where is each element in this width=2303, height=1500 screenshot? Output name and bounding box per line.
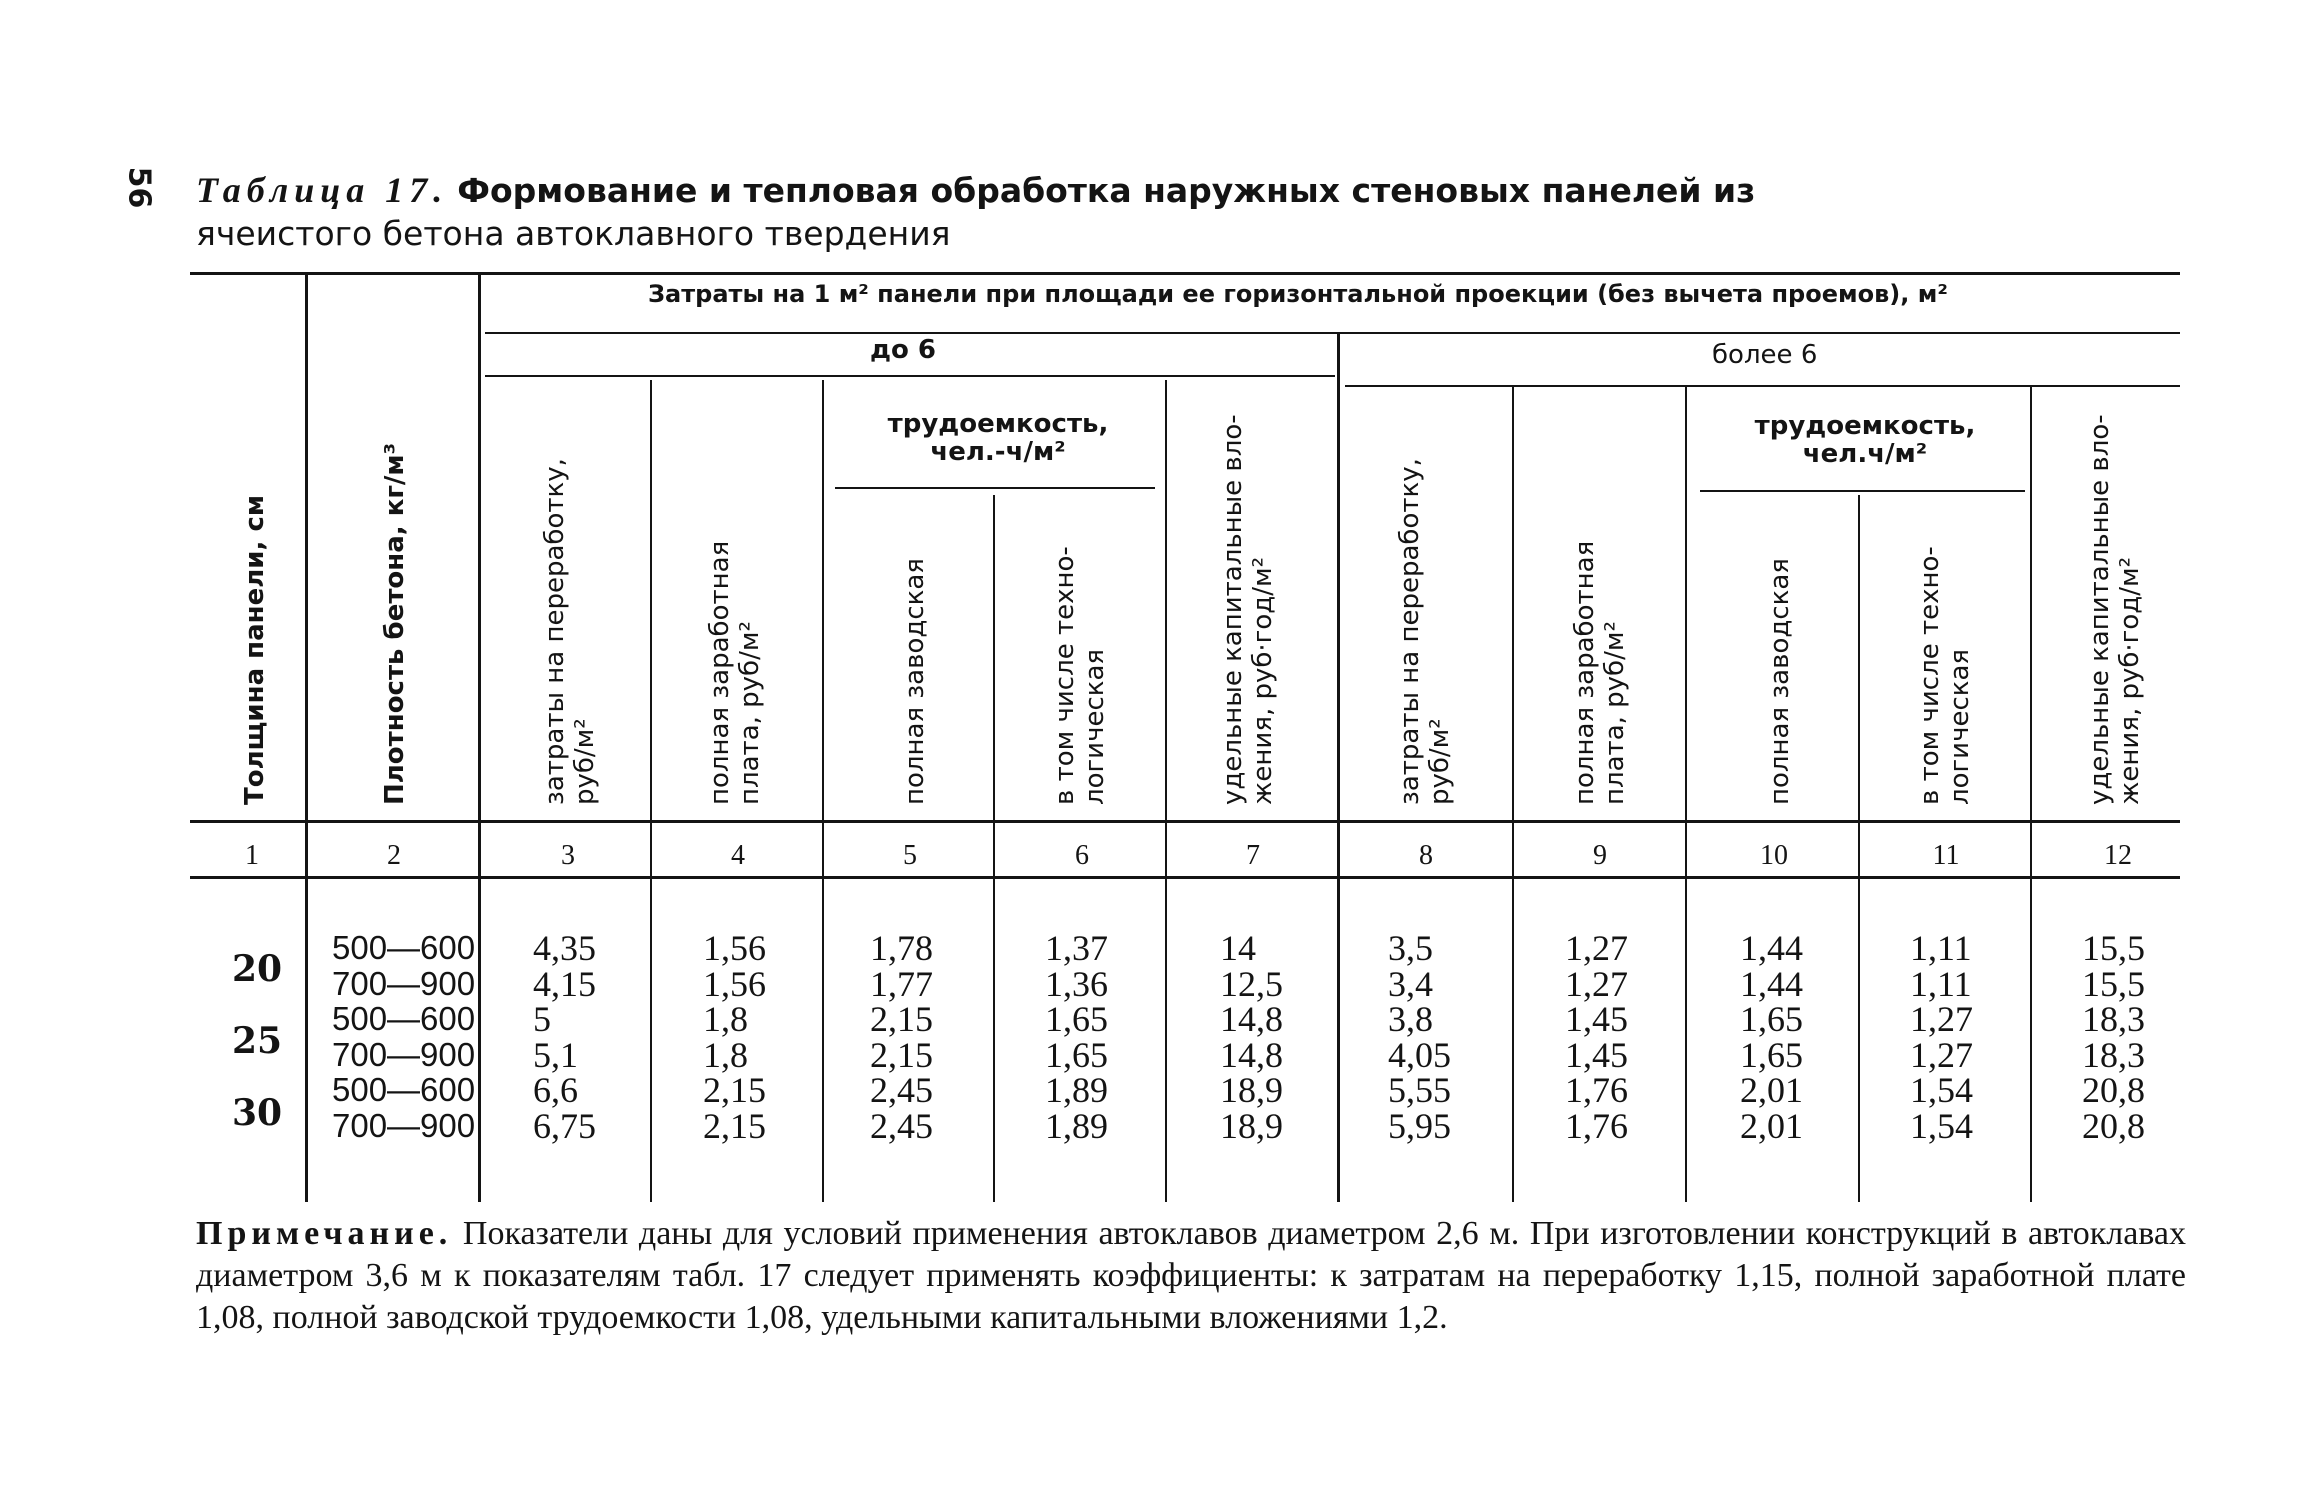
rule-group-a <box>485 375 1335 377</box>
thickness-value: 25 <box>232 1020 283 1062</box>
table-cell: 3,5 <box>1388 928 1433 968</box>
table-cell: 18,9 <box>1220 1105 1283 1146</box>
table-cell: 1,27 <box>1565 963 1628 1004</box>
table-cell: 1,54 <box>1910 1105 1973 1146</box>
rule-group-b <box>1345 385 2180 387</box>
rule-body-top <box>190 876 2180 879</box>
table-cell: 1,8 <box>703 999 748 1039</box>
table-label: Таблица 17. <box>196 170 449 210</box>
density-cell: 700—900 <box>332 1106 476 1144</box>
table-cell: 1,65 <box>1045 999 1108 1039</box>
table-cell: 1,56 <box>703 928 766 968</box>
table-cell: 3,8 <box>1388 999 1433 1039</box>
header-col5: полная заводская <box>900 558 930 805</box>
header-col3: затраты на переработку, руб/м² <box>540 458 600 805</box>
col-number: 3 <box>561 840 575 871</box>
table-cell: 3,4 <box>1388 963 1433 1004</box>
col-number: 2 <box>387 840 401 871</box>
table-cell: 15,5 <box>2082 963 2145 1004</box>
header-col2: Плотность бетона, кг/м³ <box>380 442 410 805</box>
table-cell: 1,37 <box>1045 928 1108 968</box>
vrule <box>1685 385 1687 1202</box>
table-cell: 1,11 <box>1910 928 1972 968</box>
rule-top <box>190 272 2180 275</box>
table-cell: 15,5 <box>2082 928 2145 968</box>
table-cell: 1,77 <box>870 963 933 1004</box>
table-cell: 20,8 <box>2082 1105 2145 1146</box>
table-cell: 4,15 <box>533 963 596 1004</box>
thickness-value: 20 <box>232 948 283 990</box>
note-label: Примечание. <box>196 1215 453 1252</box>
table-cell: 1,45 <box>1565 1034 1628 1075</box>
vrule <box>1858 495 1860 1202</box>
table-cell: 1,78 <box>870 928 933 968</box>
table-cell: 1,76 <box>1565 1070 1628 1110</box>
table-cell: 2,15 <box>870 999 933 1039</box>
note-text: Показатели даны для условий применения автоклавов диаметром 2,6 м. При изготовлении конструкций в автоклавах диаметром 3,6 м к показателям табл. 17 следует применять коэффициенты: к затратам на переработку 1,15, полной заработной плате 1,08, полной заводской трудоемкости 1,08, удельными капитальными вложениями 1,2. <box>196 1215 2186 1336</box>
table-cell: 1,27 <box>1910 999 1973 1039</box>
col-number: 7 <box>1246 840 1260 871</box>
density-cell: 700—900 <box>332 964 476 1002</box>
header-col1: Толщина панели, см <box>240 494 270 805</box>
col-number: 8 <box>1419 840 1433 871</box>
table-cell: 1,56 <box>703 963 766 1004</box>
header-group-b: более 6 <box>1712 340 1818 370</box>
table-cell: 5,95 <box>1388 1105 1451 1146</box>
header-col9: полная заработная плата, руб/м² <box>1570 540 1630 805</box>
table-cell: 5,55 <box>1388 1070 1451 1110</box>
header-col6: в том числе техно- логическая <box>1050 546 1110 805</box>
rule-labor-b <box>1700 490 2025 492</box>
thickness-value: 30 <box>232 1092 283 1134</box>
rule-head-bottom <box>190 820 2180 823</box>
table-cell: 18,9 <box>1220 1070 1283 1110</box>
vrule <box>305 272 308 1202</box>
table-cell: 18,3 <box>2082 1034 2145 1075</box>
table-cell: 20,8 <box>2082 1070 2145 1110</box>
table-cell: 2,15 <box>870 1034 933 1075</box>
header-col11: в том числе техно- логическая <box>1915 546 1975 805</box>
table-cell: 1,36 <box>1045 963 1108 1004</box>
vrule <box>2030 385 2032 1202</box>
table-cell: 2,15 <box>703 1105 766 1146</box>
col-number: 11 <box>1932 840 1960 871</box>
density-cell: 500—600 <box>332 929 476 966</box>
page-number: 56 <box>121 166 157 209</box>
table-cell: 1,44 <box>1740 963 1803 1004</box>
header-col12: удельные капитальные вло- жения, руб·год/м² <box>2085 414 2145 805</box>
col-number: 1 <box>245 840 259 871</box>
table-cell: 18,3 <box>2082 999 2145 1039</box>
table-title-cont: ячеистого бетона автоклавного твердения <box>196 214 951 253</box>
header-col7: удельные капитальные вло- жения, руб·год/м² <box>1218 414 1278 805</box>
col-number: 4 <box>731 840 745 871</box>
table-cell: 12,5 <box>1220 963 1283 1004</box>
table-cell: 6,75 <box>533 1105 596 1146</box>
header-labor-b: трудоемкость, чел.ч/м² <box>1754 411 1976 469</box>
col-number: 9 <box>1593 840 1607 871</box>
rule-labor-a <box>835 487 1155 489</box>
table-cell: 1,54 <box>1910 1070 1973 1110</box>
vrule <box>478 272 481 1202</box>
density-cell: 500—600 <box>332 1000 476 1037</box>
table-cell: 1,8 <box>703 1034 748 1075</box>
table-cell: 1,65 <box>1740 1034 1803 1075</box>
header-labor-a: трудоемкость, чел.-ч/м² <box>887 409 1109 467</box>
table-cell: 1,76 <box>1565 1105 1628 1146</box>
table-caption <box>196 168 2096 253</box>
vrule <box>822 380 824 1202</box>
col-number: 5 <box>903 840 917 871</box>
header-col10: полная заводская <box>1765 558 1795 805</box>
header-top-span: Затраты на 1 м² панели при площади ее горизонтальной проекции (без вычета проемов), м² <box>648 280 1948 308</box>
table-cell: 4,35 <box>533 928 596 968</box>
table-cell: 2,15 <box>703 1070 766 1110</box>
table-cell: 1,65 <box>1045 1034 1108 1075</box>
vrule <box>1337 332 1340 1202</box>
table-cell: 1,45 <box>1565 999 1628 1039</box>
vrule <box>1512 385 1514 1202</box>
rule-span <box>485 332 2180 334</box>
table-cell: 2,01 <box>1740 1105 1803 1146</box>
table-cell: 1,11 <box>1910 963 1972 1004</box>
vrule <box>1165 380 1167 1202</box>
col-number: 12 <box>2104 840 2132 871</box>
table-cell: 1,89 <box>1045 1070 1108 1110</box>
density-cell: 700—900 <box>332 1035 476 1073</box>
vrule <box>650 380 652 1202</box>
table-cell: 5 <box>533 999 551 1039</box>
table-cell: 1,89 <box>1045 1105 1108 1146</box>
table-title: Формование и тепловая обработка наружных стеновых панелей из <box>457 171 1756 210</box>
table-cell: 2,01 <box>1740 1070 1803 1110</box>
header-col4: полная заработная плата, руб/м² <box>705 540 765 805</box>
header-group-a: до 6 <box>870 335 937 365</box>
col-number: 10 <box>1760 840 1788 871</box>
density-cell: 500—600 <box>332 1071 476 1108</box>
table-cell: 6,6 <box>533 1070 578 1110</box>
header-col8: затраты на переработку, руб/м² <box>1395 458 1455 805</box>
col-number: 6 <box>1075 840 1089 871</box>
table-cell: 14 <box>1220 928 1256 968</box>
vrule <box>993 495 995 1202</box>
table-cell: 1,27 <box>1565 928 1628 968</box>
table-cell: 5,1 <box>533 1034 578 1075</box>
table-cell: 4,05 <box>1388 1034 1451 1075</box>
table-note <box>196 1213 2186 1339</box>
table-cell: 1,65 <box>1740 999 1803 1039</box>
table-cell: 2,45 <box>870 1070 933 1110</box>
table-cell: 14,8 <box>1220 999 1283 1039</box>
table-cell: 1,27 <box>1910 1034 1973 1075</box>
table-cell: 2,45 <box>870 1105 933 1146</box>
table-cell: 1,44 <box>1740 928 1803 968</box>
table-cell: 14,8 <box>1220 1034 1283 1075</box>
